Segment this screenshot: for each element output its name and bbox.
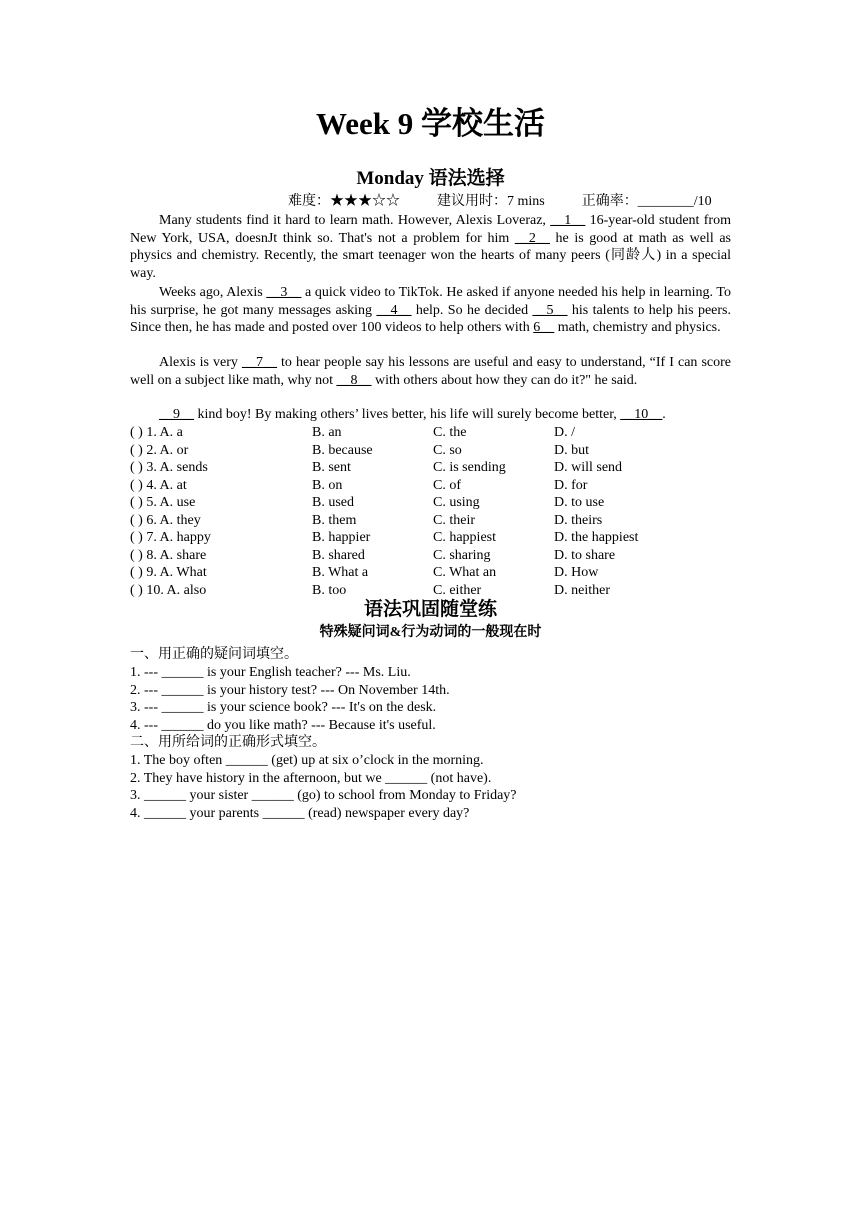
blank-2: __2__ — [514, 230, 550, 246]
blank-10: __10__ — [620, 407, 663, 422]
page-title: Week 9 学校生活 — [315, 106, 546, 141]
exercise-item: 1. --- ______ is your English teacher? --- Ms. Liu. — [130, 665, 411, 680]
option-row — [130, 582, 731, 600]
exercise-item: 3. ______ your sister ______ (go) to school from Monday to Friday? — [130, 788, 517, 803]
passage-text: Alexis is very — [159, 355, 242, 370]
passage-text: math, chemistry and physics. — [554, 320, 721, 335]
practice-heading: 语法巩固随堂练 — [363, 599, 497, 620]
option-row — [130, 564, 731, 582]
blank-8: __8__ — [336, 372, 372, 388]
option-c: C. their — [433, 512, 475, 528]
option-c: C. is sending — [433, 460, 506, 475]
option-d: D. to use — [554, 495, 605, 510]
passage-text: help. So he decided — [411, 302, 533, 318]
option-b: B. used — [312, 495, 354, 510]
option-d: D. to share — [554, 547, 616, 563]
passage-text: kind boy! By making others’ lives better, his life will surely become better, — [194, 407, 621, 422]
exercise-item: 2. They have history in the afternoon, but we ______ (not have). — [130, 770, 492, 786]
accuracy-label: 正确率：________/10 — [581, 194, 712, 209]
option-d: D. How — [554, 565, 599, 580]
exercise-item: 3. --- ______ is your science book? --- It's on the desk. — [130, 700, 437, 715]
exercise-item: 4. ______ your parents ______ (read) newspaper every day? — [130, 805, 470, 821]
option-b: B. because — [312, 442, 373, 458]
option-b: B. on — [312, 477, 343, 493]
option-a: ( ) 2. A. or — [130, 442, 189, 458]
blank-1: __1__ — [550, 213, 586, 228]
option-b: B. them — [312, 512, 357, 528]
option-a: ( ) 8. A. share — [130, 547, 207, 563]
option-c: C. What an — [433, 565, 497, 580]
option-row — [130, 547, 731, 565]
blank-3: __3__ — [266, 285, 302, 300]
blank-5: __5__ — [532, 302, 568, 318]
passage-paragraph-4 — [130, 406, 731, 424]
option-a: ( ) 7. A. happy — [130, 530, 211, 545]
option-b: B. What a — [312, 565, 369, 580]
option-b: B. too — [312, 582, 347, 598]
option-row — [130, 477, 731, 495]
option-row — [130, 459, 731, 477]
option-row — [130, 494, 731, 512]
difficulty-label: 难度： — [288, 194, 330, 209]
option-row — [130, 442, 731, 460]
option-a: ( ) 9. A. What — [130, 565, 207, 580]
option-d: D. will send — [554, 460, 623, 475]
passage-paragraph-3 — [130, 354, 731, 389]
option-d: D. / — [554, 425, 575, 440]
passage-text: 16-year-old student from New York, USA, doesnJt think so. That's not a problem for him — [130, 213, 731, 246]
option-c: C. using — [433, 495, 480, 510]
passage-text: . — [662, 407, 666, 422]
passage-text: a quick video to TikTok. He asked if anyone needed his help in learning. To his surprise, he got many messages asking — [130, 285, 731, 318]
option-row — [130, 424, 731, 442]
option-c: C. happiest — [433, 530, 496, 545]
exercise-item: 2. --- ______ is your history test? --- On November 14th. — [130, 682, 450, 698]
option-a: ( ) 5. A. use — [130, 495, 196, 510]
passage-text: with others about how they can do it?" he said. — [371, 372, 638, 388]
option-d: D. but — [554, 442, 589, 458]
passage-text: Weeks ago, Alexis — [159, 285, 267, 300]
option-row — [130, 512, 731, 530]
exercise-item: 1. The boy often ______ (get) up at six o’clock in the morning. — [130, 753, 484, 768]
blank-4: __4__ — [376, 302, 412, 318]
option-c: C. the — [433, 425, 467, 440]
option-a: ( ) 1. A. a — [130, 425, 183, 440]
option-c: C. sharing — [433, 547, 491, 563]
passage-paragraph-1 — [130, 212, 731, 282]
option-d: D. the happiest — [554, 530, 639, 545]
option-a: ( ) 10. A. also — [130, 582, 207, 598]
option-d: D. for — [554, 477, 588, 493]
option-c: C. so — [433, 442, 462, 458]
option-b: B. sent — [312, 460, 351, 475]
practice-subheading: 特殊疑问词&行为动词的一般现在时 — [319, 625, 542, 640]
passage-text: to hear people say his lessons are useful and easy to understand, “If I can score well on a subject like math, why not — [130, 355, 732, 388]
section-2-title: 二、用所给词的正确形式填空。 — [130, 735, 326, 750]
option-a: ( ) 4. A. at — [130, 477, 187, 493]
option-row — [130, 529, 731, 547]
passage-paragraph-2 — [130, 284, 731, 337]
option-a: ( ) 6. A. they — [130, 512, 201, 528]
blank-6: 6__ — [533, 320, 555, 335]
option-d: D. neither — [554, 582, 610, 598]
passage-text: his talents to help his peers. Since then, he has made and posted over 100 videos to help others with — [130, 302, 732, 335]
option-b: B. happier — [312, 530, 371, 545]
exercise-item: 4. --- ______ do you like math? --- Because it's useful. — [130, 717, 436, 733]
section-1-title: 一、用正确的疑问词填空。 — [130, 647, 298, 662]
passage-text: he is good at math as well as physics and chemistry. Recently, the smart teenager won the hearts of many peers (同龄人) in a special way. — [130, 230, 731, 281]
section-subtitle: Monday 语法选择 — [356, 168, 505, 189]
option-d: D. theirs — [554, 512, 603, 528]
option-b: B. an — [312, 425, 342, 440]
option-c: C. of — [433, 477, 461, 493]
time-label: 建议用时：7 mins — [437, 194, 545, 209]
option-a: ( ) 3. A. sends — [130, 460, 208, 475]
option-c: C. either — [433, 582, 482, 598]
blank-7: __7__ — [241, 355, 277, 370]
blank-9: __9__ — [159, 407, 194, 422]
option-b: B. shared — [312, 547, 365, 563]
passage-text: Many students find it hard to learn math. However, Alexis Loveraz, — [159, 213, 551, 228]
difficulty-stars: ★★★☆☆ — [330, 194, 400, 209]
